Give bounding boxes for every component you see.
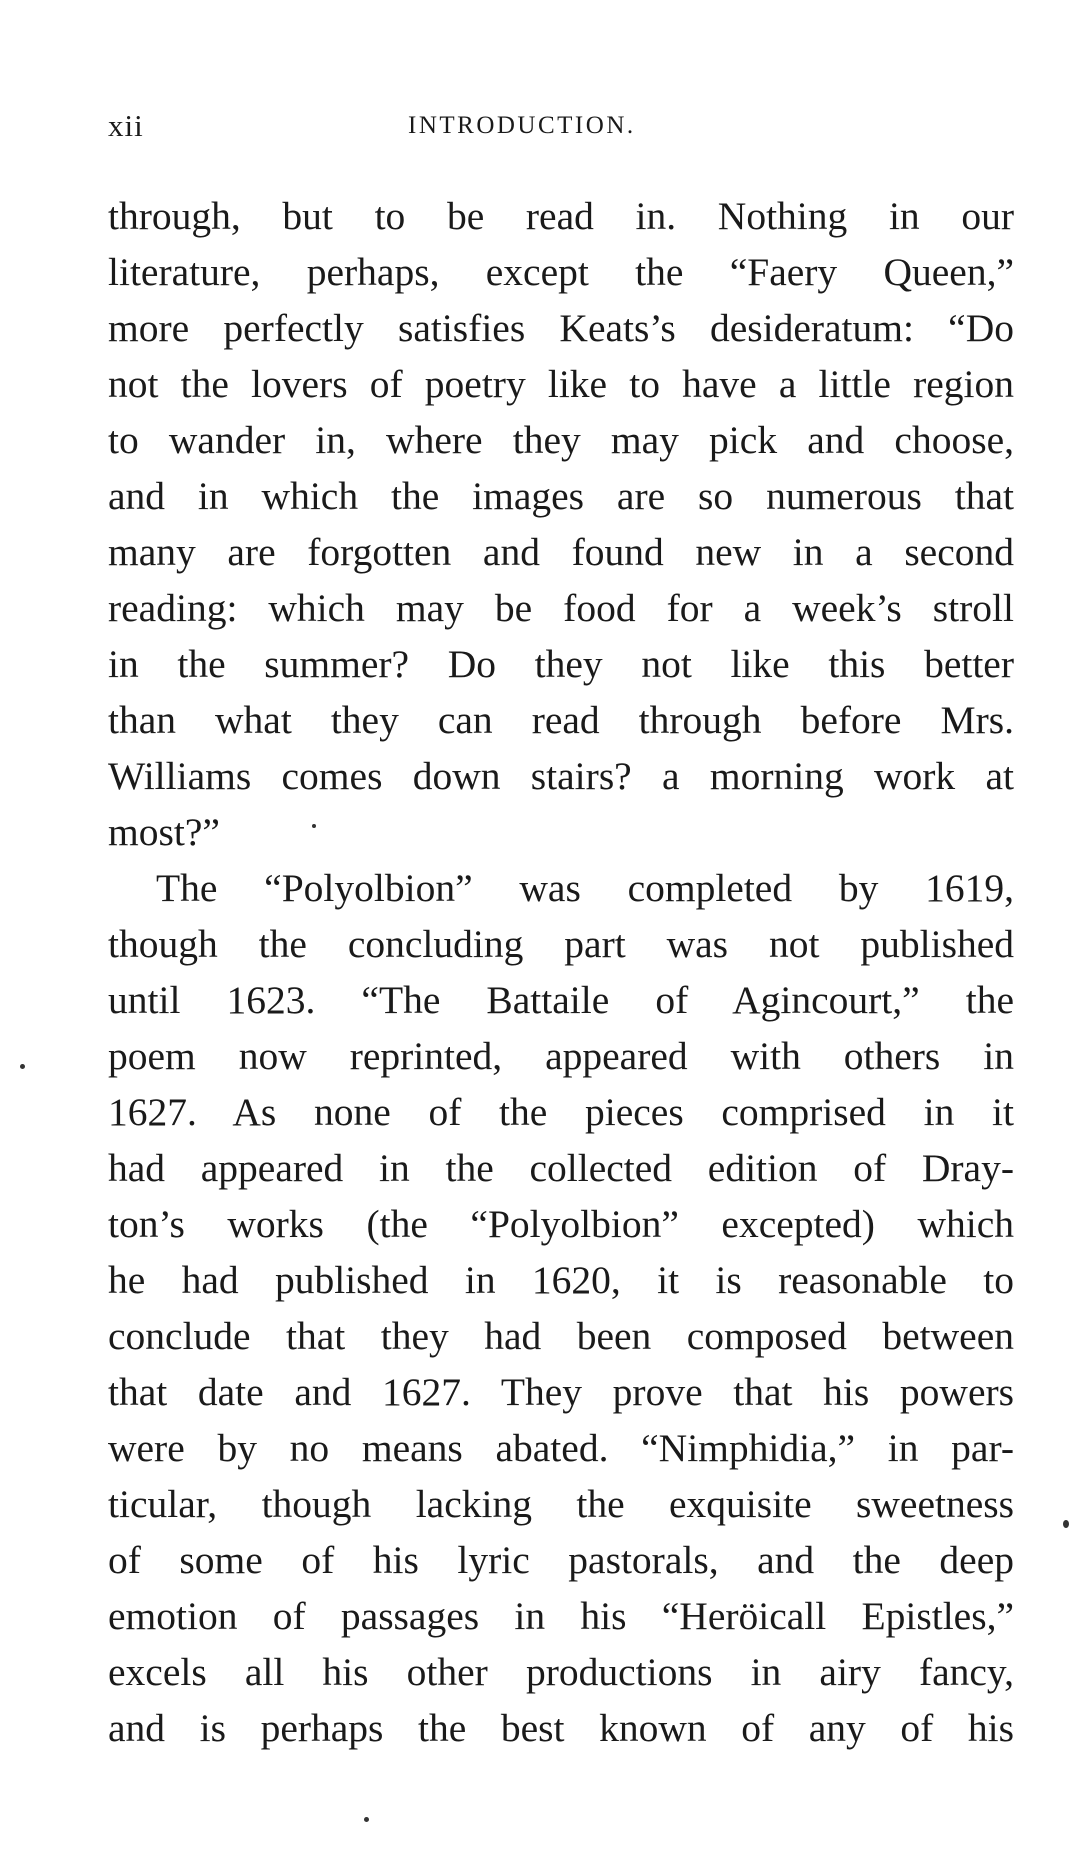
text-line: and is perhaps the best known of any of his — [108, 1706, 1014, 1750]
paragraph-1 — [108, 188, 1014, 860]
text-line: were by no means abated. “Nimphidia,” in par- — [108, 1426, 1014, 1470]
text-line: in the summer? Do they not like this better — [108, 642, 1014, 686]
text-line: ticular, though lacking the exquisite sweetness — [108, 1482, 1014, 1526]
text-line: than what they can read through before Mrs. — [108, 698, 1014, 742]
running-head — [108, 108, 1014, 148]
text-line: many are forgotten and found new in a second — [108, 530, 1014, 574]
text-line: ton’s works (the “Polyolbion” excepted) which — [108, 1202, 1014, 1246]
text-line: until 1623. “The Battaile of Agincourt,” the — [108, 978, 1014, 1022]
text-line: of some of his lyric pastorals, and the deep — [108, 1538, 1014, 1582]
text-line: not the lovers of poetry like to have a little region — [108, 362, 1014, 406]
text-line: though the concluding part was not published — [108, 922, 1014, 966]
text-line: excels all his other productions in airy fancy, — [108, 1650, 1014, 1694]
text-line: through, but to be read in. Nothing in our — [108, 194, 1014, 238]
text-line: to wander in, where they may pick and choose, — [108, 418, 1014, 462]
page-number: xii — [108, 108, 144, 143]
text-line: The “Polyolbion” was completed by 1619, — [156, 866, 1014, 910]
print-speck — [20, 1064, 25, 1069]
text-line: Williams comes down stairs? a morning work at — [108, 754, 1014, 798]
text-line: literature, perhaps, except the “Faery Queen,” — [108, 250, 1014, 294]
text-line: most?” — [108, 810, 220, 854]
text-line: he had published in 1620, it is reasonable to — [108, 1258, 1014, 1302]
text-line: conclude that they had been composed between — [108, 1314, 1014, 1358]
text-line: that date and 1627. They prove that his powers — [108, 1370, 1014, 1414]
text-line: had appeared in the collected edition of Dray- — [108, 1146, 1014, 1190]
text-line: more perfectly satisfies Keats’s desideratum: “Do — [108, 306, 1014, 350]
paragraph-2 — [108, 860, 1014, 1756]
print-speck — [364, 1817, 369, 1822]
print-speck — [1063, 1520, 1069, 1528]
text-line: reading: which may be food for a week’s stroll — [108, 586, 1014, 630]
print-speck — [312, 824, 316, 828]
text-line: emotion of passages in his “Heröicall Epistles,” — [108, 1594, 1014, 1638]
body-text — [108, 188, 1014, 1756]
text-line: poem now reprinted, appeared with others in — [108, 1034, 1014, 1078]
running-title: INTRODUCTION. — [408, 112, 636, 139]
text-line: 1627. As none of the pieces comprised in it — [108, 1090, 1014, 1134]
text-line: and in which the images are so numerous that — [108, 474, 1014, 518]
